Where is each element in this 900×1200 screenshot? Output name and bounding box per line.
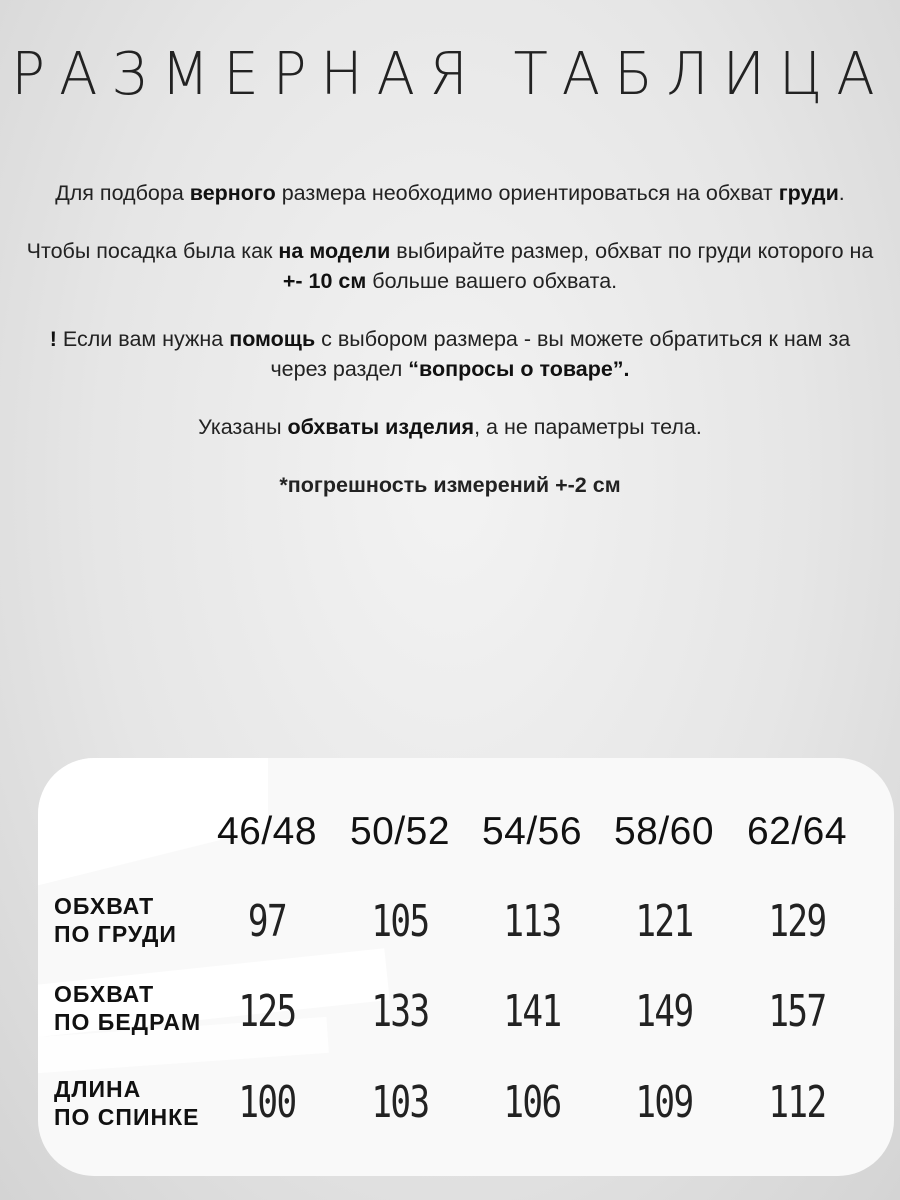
measurement-note: *погрешность измерений +-2 см xyxy=(279,473,621,497)
table-cell: 100 xyxy=(238,1077,296,1128)
size-header: 58/60 xyxy=(613,810,715,853)
size-header: 50/52 xyxy=(349,810,451,853)
intro-paragraph-4: Указаны обхваты изделия, а не параметры тела. xyxy=(198,415,702,439)
intro-text xyxy=(20,178,880,528)
table-cell: 129 xyxy=(768,896,826,947)
table-cell: 103 xyxy=(371,1077,429,1128)
size-header-row xyxy=(0,810,900,862)
table-cell: 112 xyxy=(768,1077,826,1128)
table-row-back-length xyxy=(0,1075,900,1155)
page-title: РАЗМЕРНАЯ ТАБЛИЦА xyxy=(11,40,889,109)
table-cell: 113 xyxy=(503,896,561,947)
intro-paragraph-1: Для подбора верного размера необходимо ориентироваться на обхват груди. xyxy=(55,181,845,205)
row-label: ОБХВАТ ПО ГРУДИ xyxy=(54,893,177,947)
table-row-hips xyxy=(0,980,900,1060)
table-cell: 121 xyxy=(635,896,693,947)
row-label: ДЛИНА ПО СПИНКЕ xyxy=(54,1076,200,1130)
table-cell: 125 xyxy=(238,986,296,1037)
table-cell: 157 xyxy=(768,986,826,1037)
intro-paragraph-2: Чтобы посадка была как на модели выбирайте размер, обхват по груди которого на +- 10 см больше вашего обхвата. xyxy=(26,239,874,293)
table-cell: 109 xyxy=(635,1077,693,1128)
table-row-chest xyxy=(0,890,900,970)
table-cell: 105 xyxy=(371,896,429,947)
size-header: 54/56 xyxy=(481,810,583,853)
table-cell: 106 xyxy=(503,1077,561,1128)
table-cell: 97 xyxy=(247,896,287,947)
size-header: 62/64 xyxy=(746,810,848,853)
table-cell: 149 xyxy=(635,986,693,1037)
row-label: ОБХВАТ ПО БЕДРАМ xyxy=(54,981,202,1035)
intro-paragraph-3: ! Если вам нужна помощь с выбором размера - вы можете обратиться к нам за через раздел “вопросы о товаре”. xyxy=(49,327,851,381)
table-cell: 133 xyxy=(371,986,429,1037)
size-header: 46/48 xyxy=(216,810,318,853)
table-cell: 141 xyxy=(503,986,561,1037)
